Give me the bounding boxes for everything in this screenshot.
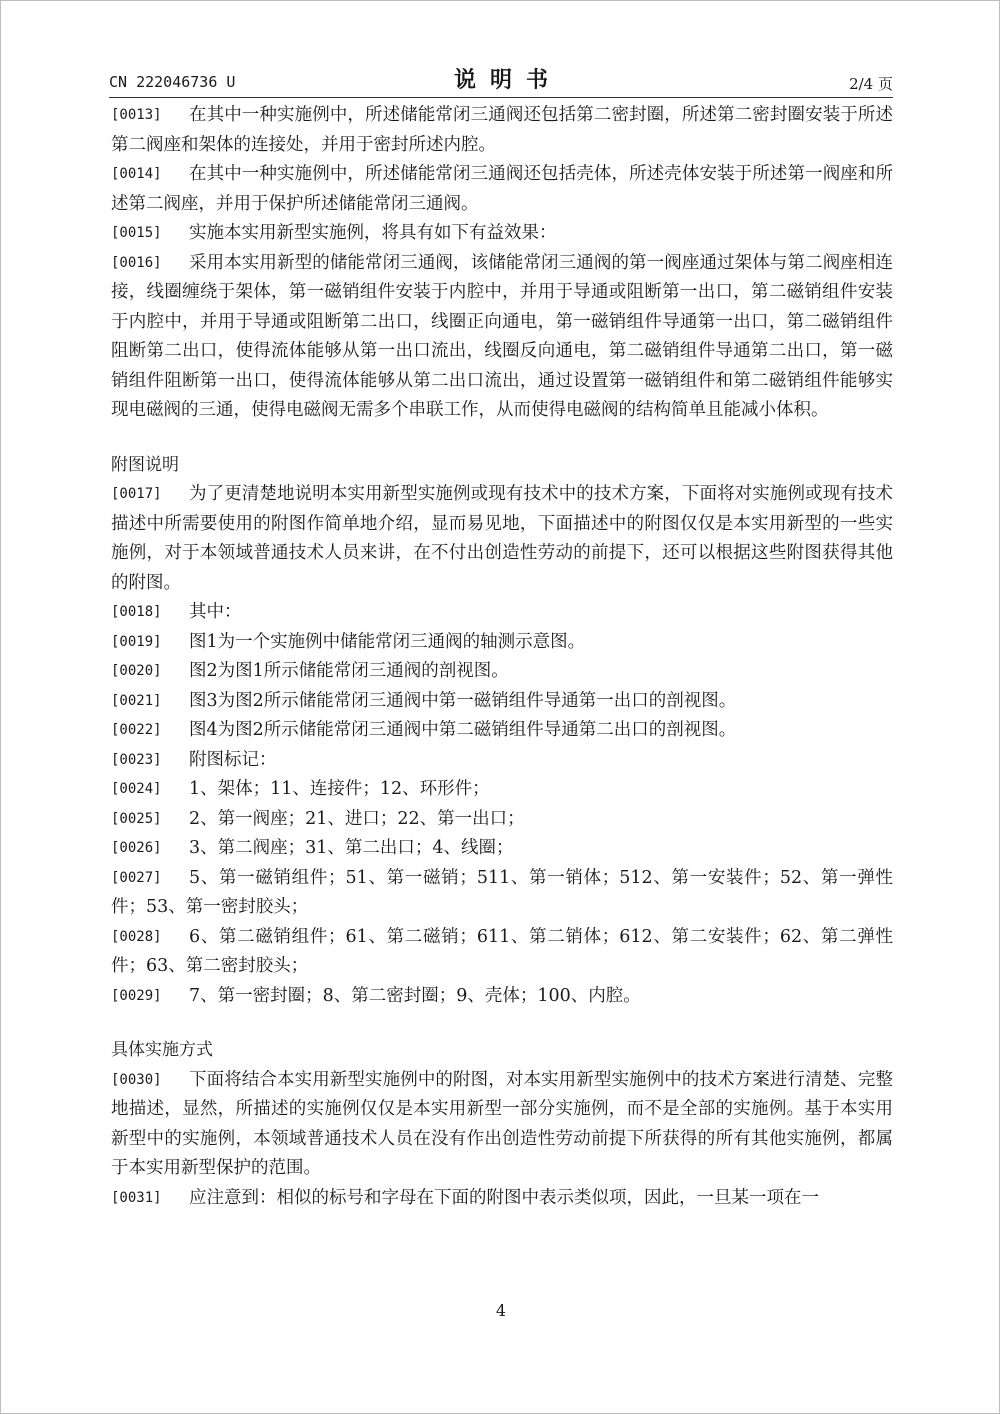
paragraph-number: [0017] (111, 486, 162, 502)
paragraph-0018 (111, 598, 893, 628)
publication-number: CN 222046736 U (109, 73, 236, 91)
paragraph-0023 (111, 746, 893, 776)
paragraph-number: [0019] (111, 633, 162, 650)
paragraph-0025 (111, 805, 893, 835)
paragraph-text: 在其中一种实施例中，所述储能常闭三通阀还包括壳体，所述壳体安装于所述第一阀座和所述第二阀座，并用于保护所述储能常闭三通阀。 (111, 164, 893, 214)
paragraph-text: 应注意到：相似的标号和字母在下面的附图中表示类似项，因此，一旦某一项在一 (189, 1187, 819, 1208)
paragraph-0015 (111, 219, 893, 249)
paragraph-0031 (111, 1184, 893, 1214)
document-body (111, 101, 893, 1213)
paragraph-number: [0014] (111, 166, 162, 182)
paragraph-text: 7、第一密封圈；8、第二密封圈；9、壳体；100、内腔。 (189, 985, 641, 1006)
paragraph-text: 实施本实用新型实施例，将具有如下有益效果： (189, 223, 557, 243)
page-fraction: 2/4 页 (849, 75, 893, 93)
paragraph-0020 (111, 657, 893, 687)
paragraph-number: [0021] (111, 692, 162, 709)
paragraph-0024 (111, 775, 893, 805)
paragraph-0028 (111, 923, 893, 982)
paragraph-number: [0028] (111, 928, 162, 945)
paragraph-number: [0020] (111, 663, 162, 679)
paragraph-number: [0024] (111, 781, 162, 797)
paragraph-text: 图4为图2所示储能常闭三通阀中第二磁销组件导通第二出口的剖视图。 (189, 720, 737, 740)
paragraph-text: 1、架体；11、连接件；12、环形件； (189, 779, 490, 799)
paragraph-text: 6、第二磁销组件；61、第二磁销；611、第二销体；612、第二安装件；62、第二弹性件；63、第二密封胶头； (111, 926, 893, 976)
paragraph-0013 (111, 101, 893, 160)
paragraph-number: [0030] (111, 1071, 162, 1088)
header-rule (109, 97, 893, 98)
paragraph-text: 图3为图2所示储能常闭三通阀中第一磁销组件导通第一出口的剖视图。 (189, 690, 737, 711)
paragraph-text: 5、第一磁销组件；51、第一磁销；511、第一销体；512、第一安装件；52、第一弹性件；53、第一密封胶头； (111, 867, 893, 917)
paragraph-number: [0023] (111, 751, 162, 768)
section-heading-figures: 附图说明 (111, 454, 179, 475)
page-number: 4 (495, 1301, 507, 1320)
paragraph-number: [0025] (111, 810, 162, 827)
paragraph-text: 下面将结合本实用新型实施例中的附图，对本实用新型实施例中的技术方案进行清楚、完整地描述，显然，所描述的实施例仅仅是本实用新型一部分实施例，而不是全部的实施例。基于本实用新型中的实施例，本领域普通技术人员在没有作出创造性劳动前提下所获得的所有其他实施例，都属于本实用新型保护的范围。 (111, 1069, 893, 1178)
paragraph-0029 (111, 982, 893, 1012)
paragraph-0017 (111, 480, 893, 598)
paragraph-text: 3、第二阀座；31、第二出口；4、线圈； (189, 838, 514, 858)
paragraph-number: [0013] (111, 107, 162, 123)
paragraph-text: 其中： (189, 602, 242, 622)
paragraph-number: [0026] (111, 840, 162, 856)
paragraph-0021 (111, 687, 893, 717)
paragraph-0027 (111, 864, 893, 923)
paragraph-text: 附图标记： (189, 749, 277, 770)
paragraph-number: [0022] (111, 722, 162, 738)
paragraph-0022 (111, 716, 893, 746)
paragraph-0014 (111, 160, 893, 219)
paragraph-number: [0016] (111, 254, 162, 271)
paragraph-0019 (111, 628, 893, 658)
paragraph-number: [0015] (111, 225, 162, 241)
paragraph-number: [0027] (111, 869, 162, 886)
paragraph-number: [0029] (111, 987, 162, 1004)
paragraph-0030 (111, 1066, 893, 1184)
paragraph-number: [0031] (111, 1189, 162, 1206)
document-title: 说明书 (453, 67, 562, 93)
paragraph-0026 (111, 834, 893, 864)
paragraph-0016 (111, 249, 893, 426)
paragraph-text: 2、第一阀座；21、进口；22、第一出口； (189, 808, 525, 829)
paragraph-text: 采用本实用新型的储能常闭三通阀，该储能常闭三通阀的第一阀座通过架体与第二阀座相连接，线圈缠绕于架体，第一磁销组件安装于内腔中，并用于导通或阻断第一出口，第二磁销组件安装于内腔中，并用于导通或阻断第二出口，线圈正向通电，第一磁销组件导通第一出口，第二磁销组件阻断第二出口，使得流体能够从第一出口流出，线圈反向通电，第二磁销组件导通第二出口，第一磁销组件阻断第一出口，使得流体能够从第二出口流出，通过设置第一磁销组件和第二磁销组件能够实现电磁阀的三通，使得电磁阀无需多个串联工作，从而使得电磁阀的结构简单且能减小体积。 (111, 252, 893, 420)
paragraph-text: 为了更清楚地说明本实用新型实施例或现有技术中的技术方案，下面将对实施例或现有技术描述中所需要使用的附图作简单地介绍，显而易见地，下面描述中的附图仅仅是本实用新型的一些实施例，对于本领域普通技术人员来讲，在不付出创造性劳动的前提下，还可以根据这些附图获得其他的附图。 (111, 484, 893, 593)
page-header (109, 59, 893, 95)
paragraph-text: 图2为图1所示储能常闭三通阀的剖视图。 (189, 661, 509, 681)
paragraph-text: 在其中一种实施例中，所述储能常闭三通阀还包括第二密封圈，所述第二密封圈安装于所述第二阀座和架体的连接处，并用于密封所述内腔。 (111, 105, 893, 155)
section-heading-embodiments: 具体实施方式 (111, 1040, 213, 1060)
paragraph-text: 图1为一个实施例中储能常闭三通阀的轴测示意图。 (189, 631, 586, 652)
paragraph-number: [0018] (111, 604, 162, 620)
